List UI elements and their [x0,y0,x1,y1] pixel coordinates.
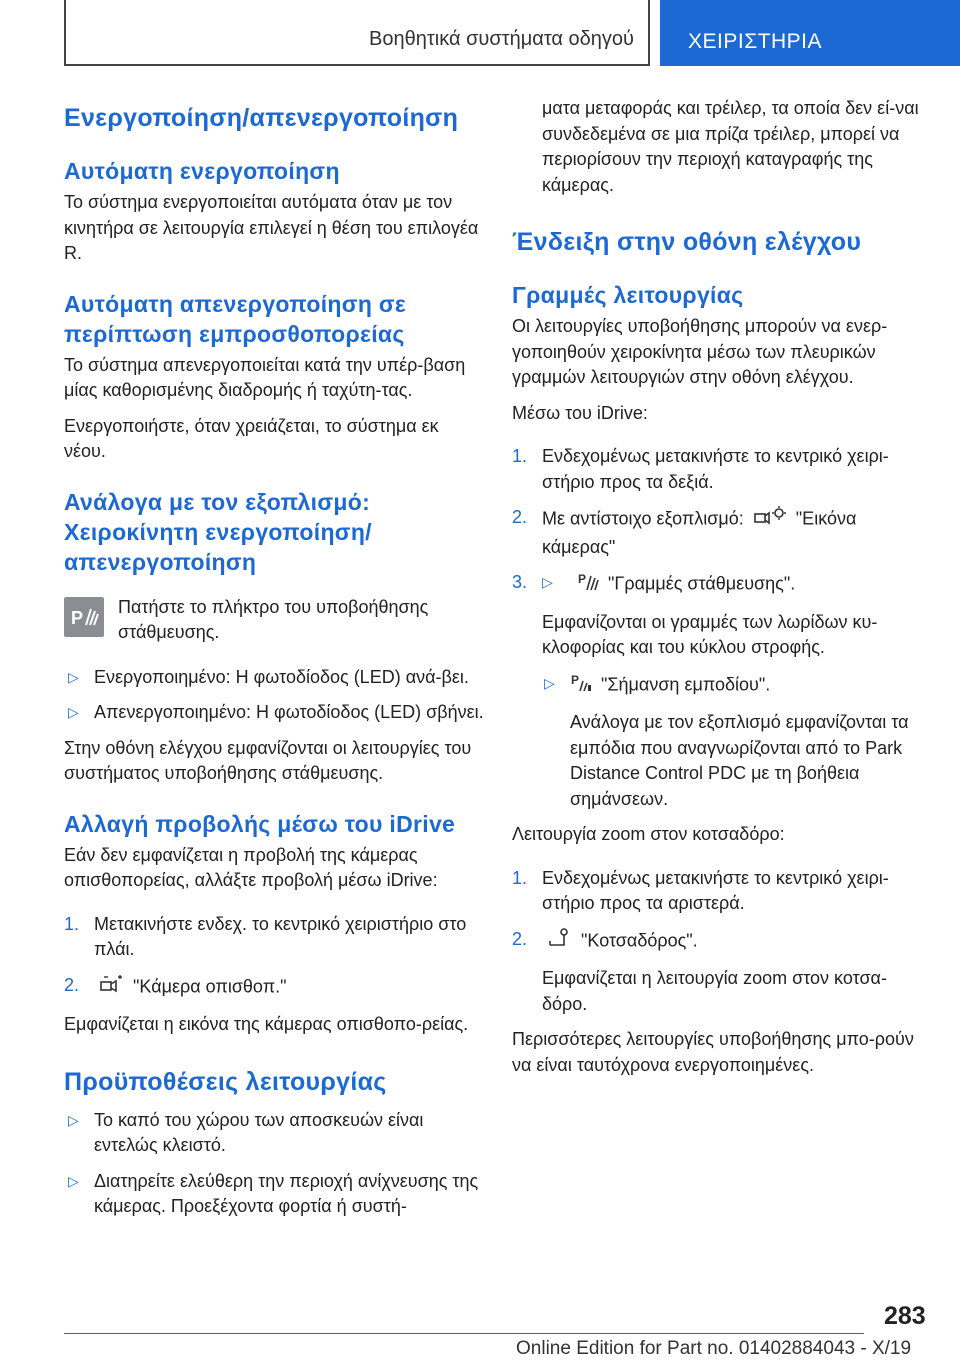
step-2 [64,973,484,1003]
text-function-lines: Οι λειτουργίες υποβοήθησης μπορούν να ενερ-γοποιηθούν χειροκίνητα μέσω των πλευρικών γραμμών λειτουργιών στην οθόνη ελέγχου. [512,316,888,387]
text-camera-image: Εμφανίζεται η εικόνα της κάμερας οπισθοπο-ρείας. [64,1014,469,1034]
parking-key-instruction [64,595,484,647]
header-chapter-box [64,0,650,66]
step-3-sub-item [512,671,932,701]
triangle-bullet-icon: ▷ [544,674,555,691]
step-1 [512,444,932,495]
step-2-text: "Κάμερα οπισθοπ." [133,976,287,996]
text-change-view: Εάν δεν εμφανίζεται η προβολή της κάμερας οπισθοπορείας, αλλάξτε προβολή μέσω iDrive: [64,844,438,890]
list-item-on [64,665,484,691]
list-item-on-text: Ενεργοποιημένο: Η φωτοδίοδος (LED) ανά-βει. [94,666,469,687]
step-3-sub-description: Ανάλογα με τον εξοπλισμό εμφανίζονται τα εμπόδια που αναγνωρίζονται από το Park Distance Control PDC με τη βοήθεια σημάνσεων. [570,712,909,809]
step-3-description: Εμφανίζονται οι γραμμές των λωρίδων κυ-κλοφορίας και του κύκλου στροφής. [542,611,878,657]
step-2-text-b: "Εικόνα κάμερας" [542,508,857,557]
step-1 [64,912,484,963]
parking-assist-key-icon [64,597,104,637]
zoom-step-1 [512,866,932,917]
step-number: 2. [512,507,528,527]
heading-display: Ένδειξη στην οθόνη ελέγχου [512,228,862,256]
zoom-step-2-text: "Κοτσαδόρος". [581,930,698,950]
text-auto-deactivation: Το σύστημα απενεργοποιείται κατά την υπέρ-βαση μίας καθορισμένης διαδρομής ή ταχύτη-τας. [64,354,466,400]
step-3-text: "Γραμμές στάθμευσης". [608,573,796,594]
text-more-functions: Περισσότερες λειτουργίες υποβοήθησης μπο-ρούν να είναι ταυτόχρονα ενεργοποιημένες. [512,1029,914,1075]
page-number: 283 [884,1302,926,1330]
triangle-bullet-icon: ▷ [68,704,79,720]
step-2 [512,505,932,560]
step-1-text: Μετακινήστε ενδεχ. το κεντρικό χειριστήριο στο πλάι. [94,913,467,959]
list-item-off-text: Απενεργοποιημένο: Η φωτοδίοδος (LED) σβήνει. [94,702,484,722]
step-number: 1. [64,913,80,934]
left-column [64,102,484,1220]
text-press-key: Πατήστε το πλήκτρο του υποβοήθησης στάθμευσης. [118,596,429,642]
step-number: 3. [512,572,528,592]
section-tab[interactable] [660,0,960,66]
heading-auto-deactivation-line2: περίπτωση εμπροσθοπορείας [64,320,405,347]
step-3 [512,570,932,600]
heading-change-view: Αλλαγή προβολής μέσω του iDrive [64,810,456,837]
text-display-functions: Στην οθόνη ελέγχου εμφανίζονται οι λειτουργίες του συστήματος υποβοήθησης στάθμευσης. [64,737,472,783]
heading-auto-deactivation [64,289,484,349]
rear-camera-icon [98,973,124,1003]
prereq-item-1 [64,1108,484,1159]
step-3-sub-text: "Σήμανση εμποδίου". [601,674,771,694]
prereq-item-1-text: Το καπό του χώρου των αποσκευών είναι εντελώς κλειστό. [94,1109,424,1155]
footer-divider [64,1333,864,1334]
prereq-item-2 [64,1169,484,1220]
heading-manual-line3: απενεργοποίηση [64,548,257,575]
heading-function-lines: Γραμμές λειτουργίας [512,282,744,308]
heading-manual-line2: Χειροκίνητη ενεργοποίηση/ [64,518,372,545]
zoom-step-2 [512,927,932,957]
zoom-step-2-description: Εμφανίζεται η λειτουργία zoom στον κοτσα-δόρο. [542,968,887,1014]
step-number: 1. [512,446,528,466]
triangle-bullet-icon: ▷ [68,668,79,685]
text-zoom: Λειτουργία zoom στον κοτσαδόρο: [512,824,785,844]
heading-auto-activation: Αυτόματη ενεργοποίηση [64,158,340,184]
triangle-bullet-icon: ▷ [542,574,553,590]
footer-edition: Online Edition for Part no. 01402884043 - X/19 [516,1338,912,1359]
heading-manual-line1: Ανάλογα με τον εξοπλισμό: [64,488,371,515]
right-column [512,96,932,1078]
step-2-text-a: Με αντίστοιχο εξοπλισμό: [542,508,744,529]
camera-settings-icon [753,505,787,535]
text-reactivate: Ενεργοποιήστε, όταν χρειάζεται, το σύστημα εκ νέου. [64,415,439,461]
zoom-step-1-text: Ενδεχομένως μετακινήστε το κεντρικό χειρι-στήριο προς τα αριστερά. [542,867,889,913]
text-auto-activation: Το σύστημα ενεργοποιείται αυτόματα όταν με τον κινητήρα σε λειτουργία επιλεγεί η θέση του επιλογέα R. [64,192,479,263]
heading-activation: Ενεργοποίηση/απενεργοποίηση [64,104,459,132]
chapter-title: Βοηθητικά συστήματα οδηγού [369,28,634,50]
step-number: 2. [64,974,80,995]
heading-prerequisites: Προϋποθέσεις λειτουργίας [64,1067,387,1096]
triangle-bullet-icon: ▷ [68,1111,79,1128]
list-item-off [64,700,484,726]
prereq-item-2-text: Διατηρείτε ελεύθερη την περιοχή ανίχνευσης της κάμερας. Προεξέχοντα φορτία ή συστή- [94,1170,479,1216]
tow-hitch-icon [546,927,572,957]
svg-text:P: P [578,572,587,586]
text-continuation: ματα μεταφοράς και τρέιλερ, τα οποία δεν εί-ναι συνδεδεμένα σε μια πρίζα τρέιλερ, μπορεί να περιορίσουν την περιοχή καταγραφής της κάμερας. [542,98,919,195]
step-number: 1. [512,867,528,888]
svg-text:P: P [571,672,580,687]
step-number: 2. [512,928,528,949]
heading-auto-deactivation-line1: Αυτόματη απενεργοποίηση σε [64,290,407,317]
obstacle-marking-icon [570,671,592,701]
step-1-text: Ενδεχομένως μετακινήστε το κεντρικό χειρι-στήριο προς τα δεξιά. [542,446,889,492]
text-via-idrive: Μέσω του iDrive: [512,402,648,423]
parking-lines-icon [577,570,599,600]
heading-manual-activation [64,487,484,577]
section-tab-label: ΧΕΙΡΙΣΤΗΡΙΑ [688,30,823,53]
triangle-bullet-icon: ▷ [68,1172,79,1189]
svg-text:P: P [71,607,84,628]
